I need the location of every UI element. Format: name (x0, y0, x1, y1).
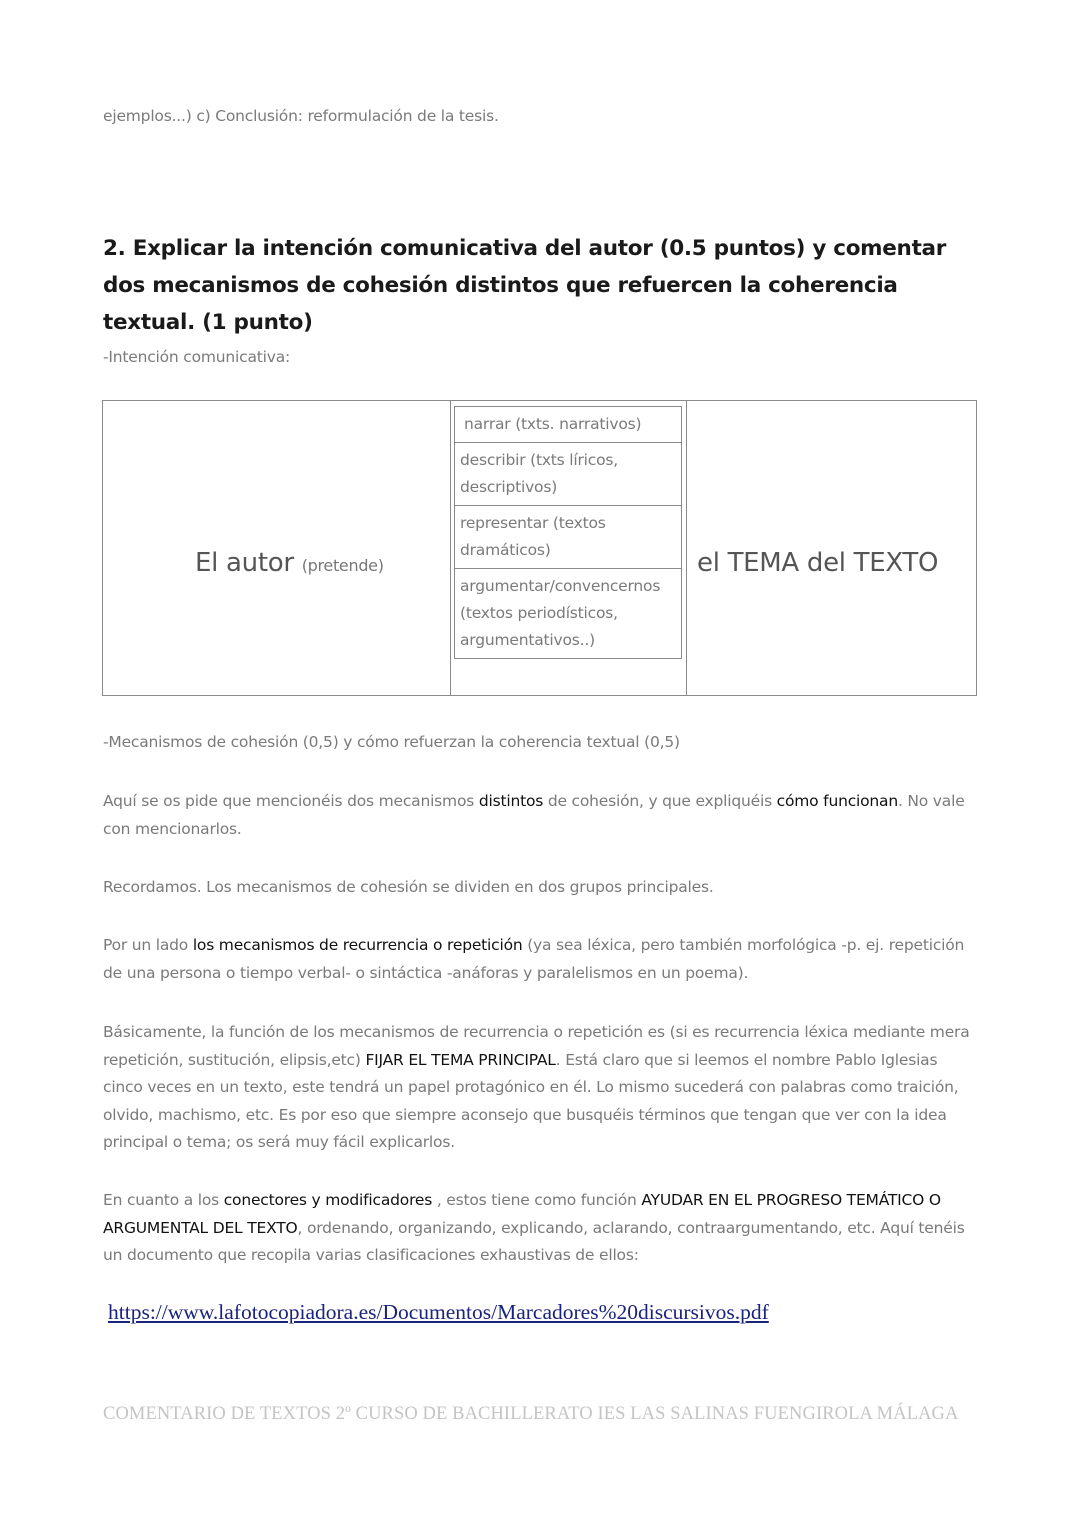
table-options-cell (450, 401, 687, 695)
table-theme-cell (687, 401, 976, 695)
intro-line: ejemplos...) c) Conclusión: reformulación de la tesis. (103, 107, 499, 125)
paragraph-3 (103, 932, 978, 987)
para3-bold-1: los mecanismos de recurrencia o repetición (192, 936, 523, 954)
para5-text-3: , ordenando, organizando, explicando, aclarando, contraargumentando, etc. Aquí tenéis un documento que recopila varias clasificaciones exhaustivas de ellos: (103, 1218, 965, 1264)
question-heading: 2. Explicar la intención comunicativa del autor (0.5 puntos) y comentar dos mecanismos de cohesión distintos que refuercen la coherencia textual. (1 punto) (103, 236, 947, 335)
option-argumentar: argumentar/convencernos (textos periodísticos, argumentativos..) (455, 568, 681, 658)
para5-bold-1: conectores y modificadores (223, 1191, 433, 1209)
paragraph-2: Recordamos. Los mecanismos de cohesión se dividen en dos grupos principales. (103, 878, 714, 896)
para4-bold-1: FIJAR EL TEMA PRINCIPAL (365, 1050, 556, 1069)
author-text (195, 548, 384, 578)
author-small: (pretende) (301, 556, 384, 575)
options-list (454, 406, 682, 659)
table-author-cell (103, 401, 451, 695)
option-describir: describir (txts líricos, descriptivos) (455, 442, 681, 505)
para5-text-1: En cuanto a los (103, 1191, 224, 1209)
paragraph-5 (103, 1187, 978, 1270)
intention-table (102, 400, 977, 696)
author-main: El autor (195, 548, 294, 578)
paragraph-4 (103, 1019, 978, 1157)
para1-bold-2: cómo funcionan (776, 792, 898, 810)
para1-bold-1: distintos (478, 792, 544, 810)
para1-text-2: de cohesión, y que expliquéis (543, 792, 777, 810)
markers-document-link[interactable]: https://www.lafotocopiadora.es/Documentos/Marcadores%20discursivos.pdf (108, 1300, 769, 1324)
para5-bold-2: AYUDAR EN EL PROGRESO TEMÁTICO O ARGUMENTAL DEL TEXTO (103, 1191, 941, 1237)
para3-text-2: (ya sea léxica, pero también morfológica -p. ej. repetición de una persona o tiempo verbal- o sintáctica -anáforas y paralelismos en un poema). (103, 936, 965, 982)
para4-text-1: Básicamente, la función de los mecanismos de recurrencia o repetición es (si es recurrencia léxica mediante mera repetición, sustitución, elipsis,etc) (103, 1023, 970, 1069)
para3-text-1: Por un lado (103, 936, 193, 954)
paragraph-1 (103, 788, 978, 843)
para4-text-2: . Está claro que si leemos el nombre Pablo Iglesias cinco veces en un texto, este tendrá un papel protagónico en él. Lo mismo sucederá con palabras como traición, olvido, machismo, etc. Es por eso que siempre aconsejo que busquéis términos que tengan que ver con la idea principal o tema; os será muy fácil explicarlos. (103, 1050, 959, 1151)
para1-text-3: . No vale con mencionarlos. (103, 792, 965, 838)
page-footer: COMENTARIO DE TEXTOS 2º CURSO DE BACHILLERATO IES LAS SALINAS FUENGIROLA MÁLAGA (103, 1404, 959, 1424)
option-representar: representar (textos dramáticos) (455, 505, 681, 568)
option-narrar: narrar (txts. narrativos) (464, 415, 642, 433)
mechanisms-label: -Mecanismos de cohesión (0,5) y cómo refuerzan la coherencia textual (0,5) (103, 733, 680, 751)
para5-text-2: , estos tiene como función (432, 1191, 642, 1209)
para1-text-1: Aquí se os pide que mencionéis dos mecanismos (103, 792, 479, 810)
theme-text: el TEMA del TEXTO (697, 548, 939, 578)
intention-label: -Intención comunicativa: (103, 348, 291, 366)
